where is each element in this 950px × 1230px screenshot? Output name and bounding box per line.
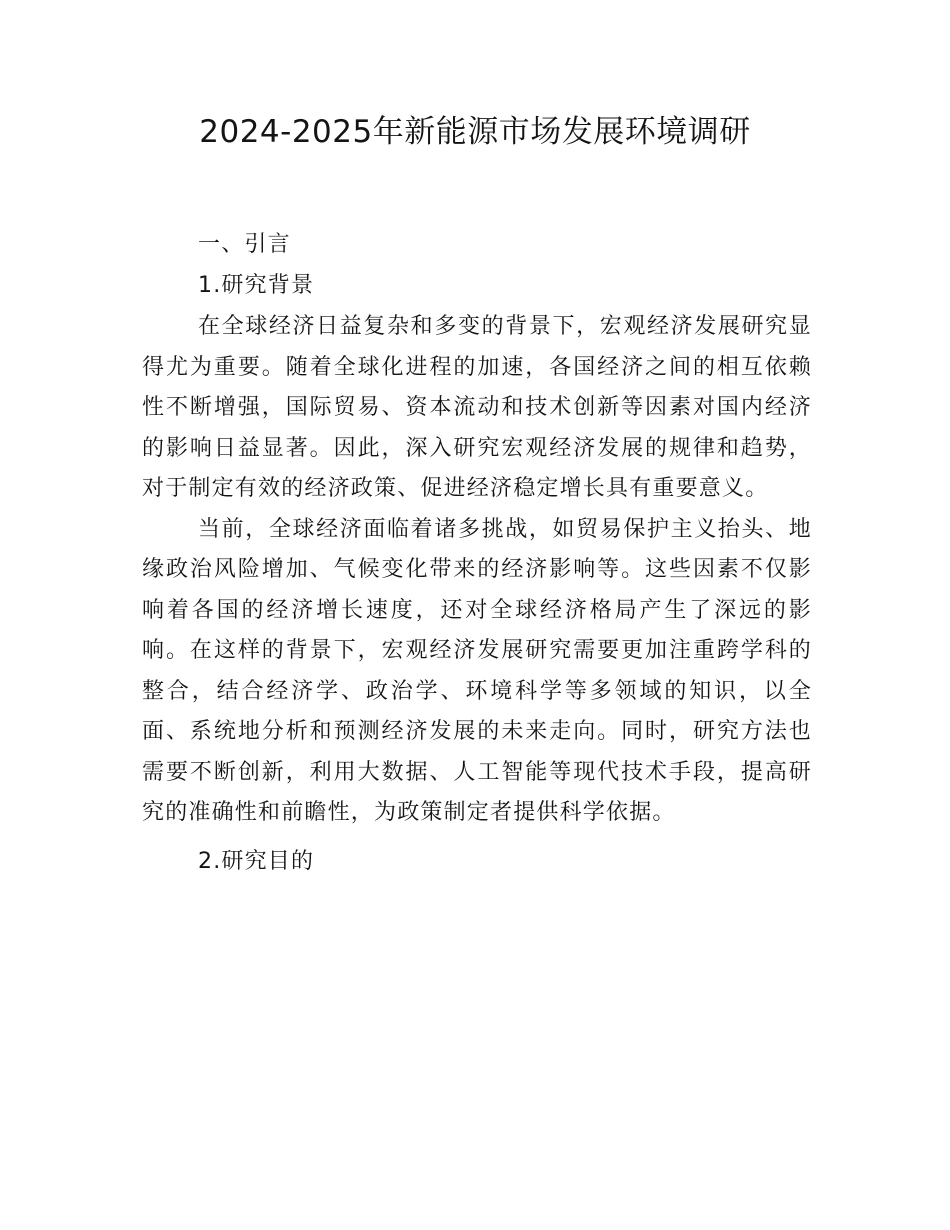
subsection-heading-background: 1.研究背景 [198,273,315,298]
document-body [142,225,812,883]
subsection-heading-purpose: 2.研究目的 [198,848,315,874]
paragraph-background-2: 当前，全球经济面临着诸多挑战，如贸易保护主义抬头、地缘政治风险增加、气候变化带来的经济影响等。这些因素不仅影响着各国的经济增长速度，还对全球经济格局产生了深远的影响。在这样的背景下，宏观经济发展研究需要更加注重跨学科的整合，结合经济学、政治学、环境科学等多领域的知识，以全面、系统地分析和预测经济发展的未来走向。同时，研究方法也需要不断创新，利用大数据、人工智能等现代技术手段，提高研究的准确性和前瞻性，为政策制定者提供科学依据。 [142,516,812,825]
document-title: 2024-2025年新能源市场发展环境调研 [199,114,751,150]
section-heading-introduction: 一、引言 [198,232,291,257]
paragraph-background-1: 在全球经济日益复杂和多变的背景下，宏观经济发展研究显得尤为重要。随着全球化进程的加速，各国经济之间的相互依赖性不断增强，国际贸易、资本流动和技术创新等因素对国内经济的影响日益显著。因此，深入研究宏观经济发展的规律和趋势，对于制定有效的经济政策、促进经济稳定增长具有重要意义。 [142,314,812,501]
